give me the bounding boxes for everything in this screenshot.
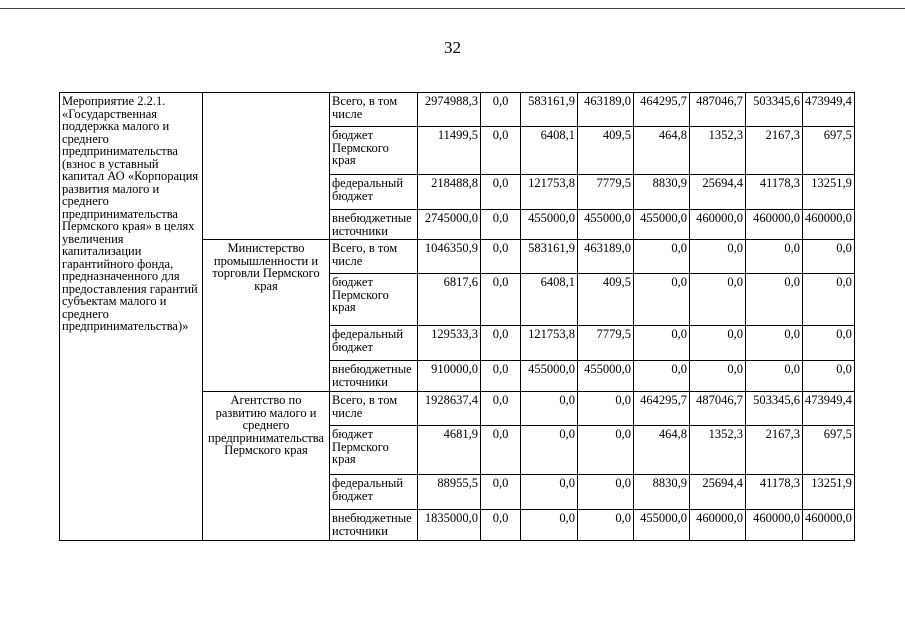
- amount-cell: 121753,8: [521, 326, 578, 361]
- funding-source-cell: Всего, в том числе: [330, 392, 418, 426]
- funding-source-cell: федеральный бюджет: [330, 175, 418, 210]
- amount-cell: 11499,5: [418, 127, 481, 175]
- amount-cell: 464,8: [634, 426, 690, 475]
- amount-cell: 409,5: [578, 274, 634, 326]
- amount-cell: 1352,3: [690, 127, 746, 175]
- funding-source-cell: внебюджетные источники: [330, 210, 418, 240]
- amount-cell: 463189,0: [578, 240, 634, 274]
- amount-cell: 0,0: [690, 274, 746, 326]
- amount-cell: 0,0: [634, 326, 690, 361]
- amount-cell: 129533,3: [418, 326, 481, 361]
- amount-cell: 455000,0: [578, 361, 634, 392]
- amount-cell: 463189,0: [578, 93, 634, 127]
- amount-cell: 409,5: [578, 127, 634, 175]
- funding-source-cell: бюджет Пермского края: [330, 127, 418, 175]
- funding-source-cell: бюджет Пермского края: [330, 426, 418, 475]
- amount-cell: 6408,1: [521, 127, 578, 175]
- amount-cell: 2167,3: [746, 426, 803, 475]
- amount-cell: 0,0: [746, 240, 803, 274]
- amount-cell: 0,0: [481, 392, 521, 426]
- amount-cell: 0,0: [481, 175, 521, 210]
- funding-source-cell: Всего, в том числе: [330, 240, 418, 274]
- amount-cell: 0,0: [481, 240, 521, 274]
- amount-cell: 7779,5: [578, 175, 634, 210]
- event-name-cell: Мероприятие 2.2.1. «Государственная поддержка малого и среднего предпринимательства (взнос в уставный капитал АО «Корпорация развития малого и среднего предпринимательства Пермского края» в целях увеличения капитализации гарантийного фонда, предназначенного для предоставления гарантий субъектам малого и среднего предпринимательства)»: [60, 93, 203, 541]
- amount-cell: 0,0: [481, 127, 521, 175]
- funding-source-cell: Всего, в том числе: [330, 93, 418, 127]
- amount-cell: 0,0: [746, 274, 803, 326]
- amount-cell: 455000,0: [521, 361, 578, 392]
- amount-cell: 25694,4: [690, 175, 746, 210]
- amount-cell: 0,0: [803, 361, 855, 392]
- amount-cell: 0,0: [481, 93, 521, 127]
- amount-cell: 464295,7: [634, 93, 690, 127]
- page-top-border: [0, 0, 905, 9]
- amount-cell: 0,0: [578, 510, 634, 541]
- budget-table: [59, 92, 855, 541]
- amount-cell: 464,8: [634, 127, 690, 175]
- amount-cell: 0,0: [634, 361, 690, 392]
- amount-cell: 0,0: [481, 361, 521, 392]
- amount-cell: 4681,9: [418, 426, 481, 475]
- amount-cell: 1928637,4: [418, 392, 481, 426]
- amount-cell: 0,0: [481, 274, 521, 326]
- amount-cell: 88955,5: [418, 475, 481, 510]
- amount-cell: 41178,3: [746, 475, 803, 510]
- amount-cell: 41178,3: [746, 175, 803, 210]
- amount-cell: 0,0: [521, 426, 578, 475]
- amount-cell: 0,0: [578, 475, 634, 510]
- amount-cell: 0,0: [690, 240, 746, 274]
- amount-cell: 0,0: [634, 240, 690, 274]
- amount-cell: 0,0: [578, 392, 634, 426]
- amount-cell: 460000,0: [746, 210, 803, 240]
- amount-cell: 487046,7: [690, 93, 746, 127]
- amount-cell: 0,0: [746, 361, 803, 392]
- amount-cell: 460000,0: [746, 510, 803, 541]
- amount-cell: 8830,9: [634, 475, 690, 510]
- amount-cell: 1835000,0: [418, 510, 481, 541]
- amount-cell: 697,5: [803, 127, 855, 175]
- amount-cell: 0,0: [634, 274, 690, 326]
- amount-cell: 455000,0: [634, 510, 690, 541]
- amount-cell: 0,0: [481, 326, 521, 361]
- amount-cell: 25694,4: [690, 475, 746, 510]
- funding-source-cell: внебюджетные источники: [330, 361, 418, 392]
- amount-cell: 0,0: [690, 326, 746, 361]
- amount-cell: 0,0: [481, 510, 521, 541]
- amount-cell: 460000,0: [690, 510, 746, 541]
- table-row: [60, 93, 855, 127]
- amount-cell: 13251,9: [803, 175, 855, 210]
- amount-cell: 8830,9: [634, 175, 690, 210]
- funding-source-cell: внебюджетные источники: [330, 510, 418, 541]
- amount-cell: 0,0: [481, 210, 521, 240]
- amount-cell: 583161,9: [521, 240, 578, 274]
- amount-cell: 6408,1: [521, 274, 578, 326]
- amount-cell: 121753,8: [521, 175, 578, 210]
- amount-cell: 0,0: [746, 326, 803, 361]
- amount-cell: 0,0: [521, 475, 578, 510]
- amount-cell: 455000,0: [634, 210, 690, 240]
- amount-cell: 503345,6: [746, 392, 803, 426]
- amount-cell: 473949,4: [803, 93, 855, 127]
- amount-cell: 0,0: [803, 274, 855, 326]
- amount-cell: 1352,3: [690, 426, 746, 475]
- amount-cell: 2167,3: [746, 127, 803, 175]
- amount-cell: 6817,6: [418, 274, 481, 326]
- amount-cell: 0,0: [481, 475, 521, 510]
- amount-cell: 460000,0: [803, 510, 855, 541]
- amount-cell: 503345,6: [746, 93, 803, 127]
- funding-source-cell: бюджет Пермского края: [330, 274, 418, 326]
- funding-source-cell: федеральный бюджет: [330, 326, 418, 361]
- amount-cell: 583161,9: [521, 93, 578, 127]
- amount-cell: 0,0: [803, 326, 855, 361]
- amount-cell: 460000,0: [803, 210, 855, 240]
- amount-cell: 460000,0: [690, 210, 746, 240]
- amount-cell: 0,0: [521, 510, 578, 541]
- executor-cell: Агентство по развитию малого и среднего предпринимательства Пермского края: [203, 392, 330, 541]
- amount-cell: 464295,7: [634, 392, 690, 426]
- amount-cell: 0,0: [690, 361, 746, 392]
- funding-source-cell: федеральный бюджет: [330, 475, 418, 510]
- amount-cell: 487046,7: [690, 392, 746, 426]
- amount-cell: 0,0: [521, 392, 578, 426]
- amount-cell: 0,0: [578, 426, 634, 475]
- amount-cell: 0,0: [803, 240, 855, 274]
- page-number: 32: [444, 38, 461, 57]
- amount-cell: 697,5: [803, 426, 855, 475]
- amount-cell: 473949,4: [803, 392, 855, 426]
- amount-cell: 0,0: [481, 426, 521, 475]
- amount-cell: 455000,0: [521, 210, 578, 240]
- amount-cell: 910000,0: [418, 361, 481, 392]
- amount-cell: 13251,9: [803, 475, 855, 510]
- amount-cell: 2974988,3: [418, 93, 481, 127]
- executor-cell: [203, 93, 330, 240]
- amount-cell: 7779,5: [578, 326, 634, 361]
- amount-cell: 455000,0: [578, 210, 634, 240]
- amount-cell: 218488,8: [418, 175, 481, 210]
- amount-cell: 1046350,9: [418, 240, 481, 274]
- amount-cell: 2745000,0: [418, 210, 481, 240]
- executor-cell: Министерство промышленности и торговли Пермского края: [203, 240, 330, 392]
